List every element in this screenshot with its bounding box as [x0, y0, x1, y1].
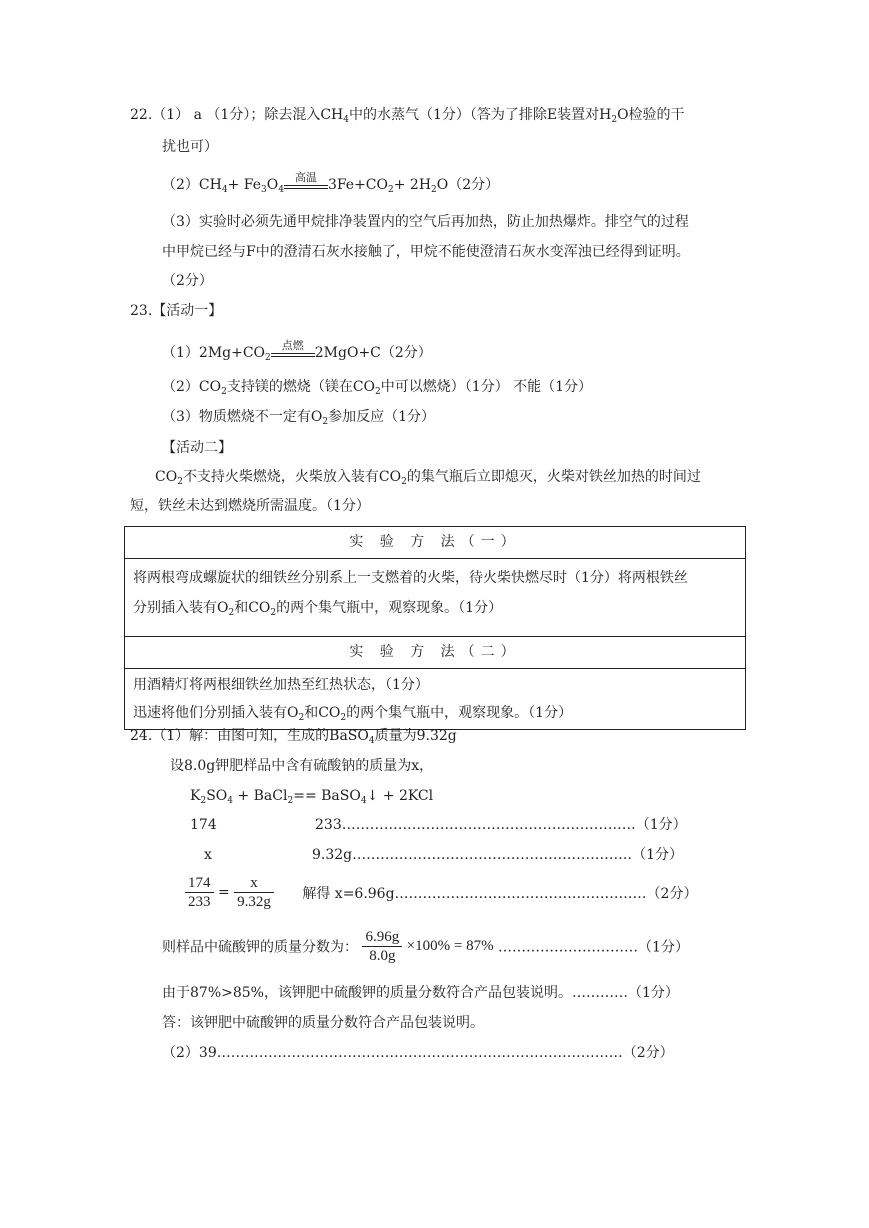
- q22-line5: 中甲烷已经与F中的澄清石灰水接触了，甲烷不能使澄清石灰水变浑浊已经得到证明。: [162, 244, 690, 260]
- q23-para-line1: $CO_2$不支持火柴燃烧，火柴放入装有$CO_2$的集气瓶后立即熄灭，火柴对铁丝加热的时间过: [155, 469, 701, 487]
- q24-mass-fraction: 则样品中硫酸钾的质量分数为： $\frac{6.96g}{8.0g}$ ×100% = 87% …………………………（1分）: [162, 929, 689, 964]
- reaction-arrow: 高温: [284, 178, 328, 192]
- q24-proportion: $\frac{174}{233}$ = $\frac{x}{9.32g}$ 解得 x=6.96g………………………………………………（2分）: [185, 874, 697, 911]
- method1-line2: 分别插入装有$O_2$和$CO_2$的两个集气瓶中，观察现象。（1分）: [133, 600, 503, 618]
- q24-ratio-row1-right: 233………………………………………………………（1分）: [315, 817, 687, 833]
- method1-line1: 将两根弯成螺旋状的细铁丝分别系上一支燃着的火柴，待火柴快燃尽时（1分）将两根铁丝: [133, 570, 688, 586]
- q23-para-line2: 短，铁丝未达到燃烧所需温度。（1分）: [130, 498, 370, 514]
- fraction: $\frac{174}{233}$: [185, 874, 214, 911]
- q22-line1: 22.（1） a （1分）；除去混入$CH_4$中的水蒸气（1分）（答为了排除E装置对$H_2O$检验的干: [130, 107, 685, 125]
- method2-line2: 迅速将他们分别插入装有$O_2$和$CO_2$的两个集气瓶中，观察现象。（1分）: [133, 705, 573, 723]
- fraction: $\frac{6.96g}{8.0g}$: [362, 928, 402, 965]
- q24-line2: 设8.0g钾肥样品中含有硫酸钠的质量为x，: [170, 758, 434, 774]
- q23-line2: $(2)CO_2$支持镁的燃烧（镁在$CO_2$中可以燃烧）（1分） 不能（1分）: [162, 379, 593, 397]
- method2-title: 实 验 方 法（二）: [125, 637, 745, 669]
- q24-solve: 解得 x=6.96g………………………………………………（2分）: [302, 885, 698, 902]
- q24-part2: （2）39……………………………………………………………………………（2分）: [162, 1045, 674, 1061]
- method2-line1: 用酒精灯将两根细铁丝加热至红热状态，（1分）: [133, 677, 429, 693]
- q24-equation: $K_2SO_4$ + BaCl$_2$== BaSO$_4$↓ + 2KCl: [190, 788, 434, 806]
- q22-line2: 扰也可）: [162, 139, 218, 155]
- q24-answer: 答：该钾肥中硫酸钾的质量分数符合产品包装说明。: [162, 1015, 484, 1031]
- q24-ratio-row2-left: x: [204, 847, 212, 863]
- method1-body: [125, 559, 745, 637]
- q24-ratio-row1-left: 174: [190, 817, 217, 833]
- q24-compare: 由于87%>85%，该钾肥中硫酸钾的质量分数符合产品包装说明。…………（1分）: [162, 985, 679, 1001]
- method1-title: 实 验 方 法（一）: [125, 527, 745, 559]
- q23-heading2: 【活动二】: [162, 440, 232, 456]
- method2-body: [125, 669, 745, 729]
- fraction: $\frac{x}{9.32g}$: [234, 874, 274, 911]
- reaction-arrow: 点燃: [271, 346, 315, 360]
- q23-equation: $(1)2Mg+CO_2$ 点燃 2MgO+C（2分）: [162, 339, 432, 363]
- q24-ratio-row2-right: 9.32g……………………………………………………（1分）: [312, 847, 684, 863]
- q24-line1: 24.（1）解：由图可知，生成的BaSO$_4$质量为9.32g: [130, 728, 457, 746]
- q22-line6: （2分）: [162, 273, 213, 289]
- q22-equation: $(2)CH_4+ Fe_3O_4$ 高温 $3Fe+CO_2+ 2H_2O(2$分）: [162, 171, 500, 195]
- q23-heading: 23.【活动一】: [130, 303, 223, 319]
- method-table: [124, 526, 746, 730]
- q22-line4: （3）实验时必须先通甲烷排净装置内的空气后再加热，防止加热爆炸。排空气的过程: [162, 214, 689, 230]
- q23-line3: （3）物质燃烧不一定有$O_2$参加反应（1分）: [162, 409, 436, 427]
